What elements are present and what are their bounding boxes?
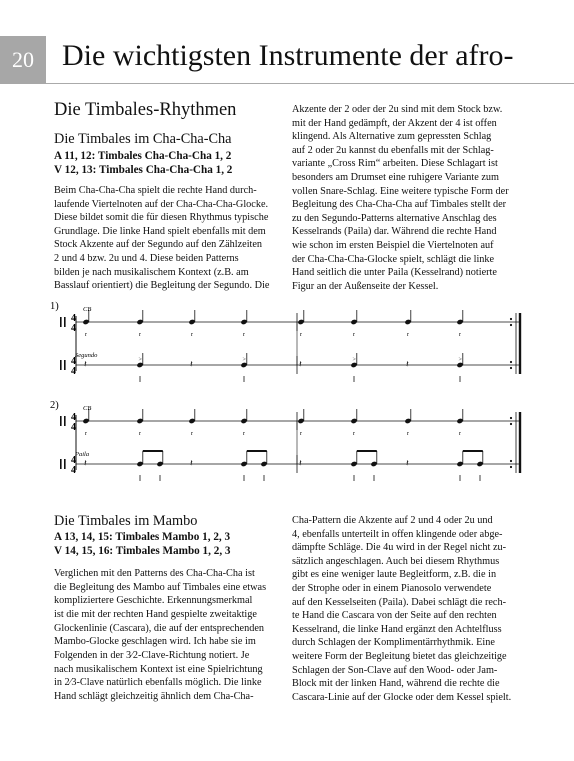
- text-line: Verglichen mit den Patterns des Cha-Cha-Cha ist: [54, 568, 255, 579]
- text-line: Akzente der 2 oder der 2u sind mit dem Stock bzw.: [292, 104, 503, 115]
- text-line: durch Schlagen der Komplimentärrhythmik. Eine: [292, 637, 495, 649]
- repeat-dot: [510, 361, 512, 363]
- percussion-clef: [60, 360, 62, 370]
- text-line: Figur an der Außenseite der Kessel.: [292, 280, 439, 292]
- text-line: zu den Segundo-Patterns alternative Anschlag des: [292, 212, 497, 224]
- percussion-clef: [64, 416, 66, 426]
- accent-mark: >: [242, 357, 246, 363]
- score-example-1: [50, 301, 520, 382]
- video-reference: V 14, 15, 16: Timbales Mambo 1, 2, 3: [54, 545, 231, 557]
- staff-label-lower: Segundo: [75, 352, 98, 359]
- text-line: ist die mit der rechten Hand gespielte zweitaktige: [54, 608, 257, 620]
- text-line: Stock Akzente auf der Segundo auf den Zählzeiten: [54, 239, 263, 251]
- percussion-clef: [64, 459, 66, 469]
- repeat-dot: [510, 367, 512, 369]
- percussion-clef: [60, 416, 62, 426]
- time-signature: 4: [71, 323, 76, 334]
- text-line: nach musikalischem Kontext ist eine Spielrichtung: [54, 663, 263, 675]
- score-example-2: [50, 400, 520, 481]
- sticking-mark: r: [407, 431, 409, 437]
- text-line: auf 2 oder 2u kannst du ebenfalls mit der Schlag-: [292, 144, 494, 156]
- text-line: der Strophe oder in einem Pianosolo verwendete: [292, 582, 492, 594]
- text-line: sätzlich angeschlagen. Auch bei diesem Rhythmus: [292, 555, 500, 567]
- quarter-rest: 𝄽: [190, 458, 193, 468]
- audio-reference: A 11, 12: Timbales Cha-Cha-Cha 1, 2: [54, 150, 232, 162]
- sticking-mark: r: [459, 431, 461, 437]
- repeat-dot: [510, 423, 512, 425]
- sticking-mark: r: [191, 431, 193, 437]
- quarter-rest: 𝄽: [406, 359, 409, 369]
- text-line: Kesselrand, die linke Hand ergänzt den Achtelfluss: [292, 623, 502, 635]
- sticking-mark: r: [353, 332, 355, 338]
- mambo-text-col2: [292, 514, 511, 704]
- staff-label-lower: Paila: [75, 451, 90, 458]
- quarter-rest: 𝄽: [190, 359, 193, 369]
- accent-mark: >: [352, 357, 356, 363]
- example-number: 2): [50, 400, 59, 411]
- text-line: dämpfte Schläge. Die 4u wird in der Regel nicht zu-: [292, 542, 507, 554]
- accent-mark: >: [138, 357, 142, 363]
- text-line: Hand seitlich die unter Paila (Kesselrand) notierte: [292, 267, 497, 279]
- staff-label-upper: CB: [83, 405, 92, 412]
- percussion-clef: [60, 317, 62, 327]
- time-signature: 4: [71, 465, 76, 476]
- text-line: die Begleitung des Mambo auf Timbales eine etwas: [54, 581, 267, 593]
- text-line: weitere Form der Begleitung bietet das gleichzeitige: [292, 650, 507, 662]
- repeat-dot: [510, 466, 512, 468]
- example-number: 1): [50, 301, 59, 312]
- text-line: Glockenlinie (Cascara), die auf der entsprechenden: [54, 622, 265, 634]
- audio-reference: A 13, 14, 15: Timbales Mambo 1, 2, 3: [54, 531, 231, 543]
- sticking-mark: r: [300, 431, 302, 437]
- time-signature: 4: [71, 455, 76, 466]
- mambo-text-col1: [54, 567, 266, 704]
- accent-mark: >: [458, 357, 462, 363]
- cha-cha-heading: Die Timbales im Cha-Cha-Cha: [54, 131, 232, 147]
- running-title: Die wichtigsten Instrumente der afro-: [62, 39, 514, 72]
- repeat-dot: [510, 417, 512, 419]
- video-reference: V 12, 13: Timbales Cha-Cha-Cha 1, 2: [54, 164, 233, 176]
- quarter-rest: 𝄽: [84, 359, 87, 369]
- sticking-mark: r: [459, 332, 461, 338]
- text-line: Basslauf orientiert) die Begleitung der Segundo. Die: [54, 280, 270, 292]
- quarter-rest: 𝄽: [406, 458, 409, 468]
- text-line: besonders am Drumset eine ruhigere Variante zum: [292, 171, 500, 183]
- sticking-mark: r: [139, 332, 141, 338]
- time-signature: 4: [71, 313, 76, 324]
- quarter-rest: 𝄽: [84, 458, 87, 468]
- text-line: in 2⁄3-Clave natürlich ebenfalls möglich. Die linke: [54, 677, 262, 689]
- text-line: wie schon im ersten Beispiel die Viertelnoten auf: [292, 239, 494, 251]
- percussion-clef: [64, 317, 66, 327]
- time-signature: 4: [71, 412, 76, 423]
- text-line: Block mit der linken Hand, während die rechte die: [292, 678, 500, 690]
- text-line: Cha-Pattern die Akzente auf 2 und 4 oder 2u und: [292, 515, 493, 526]
- quarter-rest: 𝄽: [299, 359, 302, 369]
- percussion-clef: [60, 459, 62, 469]
- text-line: Begleitung des Cha-Cha-Cha auf Timbales stellt der: [292, 199, 507, 211]
- text-line: Folgenden in der 3⁄2-Clave-Richtung notiert. Je: [54, 649, 250, 661]
- sticking-mark: r: [191, 332, 193, 338]
- text-line: mit der Hand gedämpft, der Akzent der 4 ist offen: [292, 117, 497, 129]
- time-signature: 4: [71, 422, 76, 433]
- sticking-mark: r: [407, 332, 409, 338]
- text-line: Hand schlägt gleichzeitig ähnlich dem Cha-Cha-: [54, 690, 254, 702]
- quarter-rest: 𝄽: [299, 458, 302, 468]
- text-line: Cascara-Linie auf der Glocke oder dem Kessel spielt.: [292, 691, 512, 703]
- repeat-dot: [510, 460, 512, 462]
- repeat-dot: [510, 318, 512, 320]
- text-line: Beim Cha-Cha-Cha spielt die rechte Hand durch-: [54, 185, 257, 196]
- text-line: Schlagen der Son-Clave auf den Wood- oder Jam-: [292, 664, 498, 676]
- text-line: kompliziertere Geschichte. Erkennungsmerkmal: [54, 595, 253, 607]
- sticking-mark: r: [300, 332, 302, 338]
- text-line: 2 und 4 bzw. 2u und 4. Diese beiden Patterns: [54, 252, 239, 264]
- percussion-clef: [64, 360, 66, 370]
- text-line: variante „Cross Rim“ arbeiten. Diese Schlagart ist: [292, 158, 498, 170]
- text-line: Kesselrands (Paila) dar. Während die rechte Hand: [292, 226, 497, 238]
- time-signature: 4: [71, 366, 76, 377]
- text-line: der Cha-Cha-Cha-Glocke spielt, schlägt die linke: [292, 253, 495, 265]
- text-line: laufende Viertelnoten auf der Cha-Cha-Cha-Glocke.: [54, 198, 269, 210]
- text-line: vollen Snare-Schlag. Eine weitere typische Form der: [292, 185, 509, 197]
- text-line: te Hand die Cascara von der Seite auf den rechten: [292, 610, 497, 622]
- sticking-mark: r: [85, 332, 87, 338]
- sticking-mark: r: [243, 332, 245, 338]
- text-line: 4, ebenfalls unterteilt in offen klingende oder abge-: [292, 528, 503, 540]
- section-title: Die Timbales-Rhythmen: [54, 100, 237, 120]
- sticking-mark: r: [139, 431, 141, 437]
- page-number: 20: [0, 36, 46, 84]
- text-line: auf den Kesselseiten (Paila). Dabei schlägt die rech-: [292, 596, 507, 608]
- sticking-mark: r: [85, 431, 87, 437]
- sticking-mark: r: [353, 431, 355, 437]
- text-line: Diese bildet somit die für diesen Rhythmus typische: [54, 212, 269, 224]
- repeat-dot: [510, 324, 512, 326]
- text-line: gibt es eine weniger laute Begleitform, z.B. die in: [292, 569, 497, 581]
- sticking-mark: r: [243, 431, 245, 437]
- mambo-heading: Die Timbales im Mambo: [54, 513, 198, 529]
- staff-label-upper: CB: [83, 306, 92, 313]
- text-line: bilden je nach musikalischem Kontext (z.B. am: [54, 266, 249, 278]
- time-signature: 4: [71, 356, 76, 367]
- text-line: klingend. Als Alternative zum gepressten Schlag: [292, 131, 492, 143]
- text-line: Mambo-Glocke geschlagen wird. Ich habe sie im: [54, 636, 256, 648]
- text-line: Grundlage. Die linke Hand spielt ebenfalls mit dem: [54, 225, 266, 237]
